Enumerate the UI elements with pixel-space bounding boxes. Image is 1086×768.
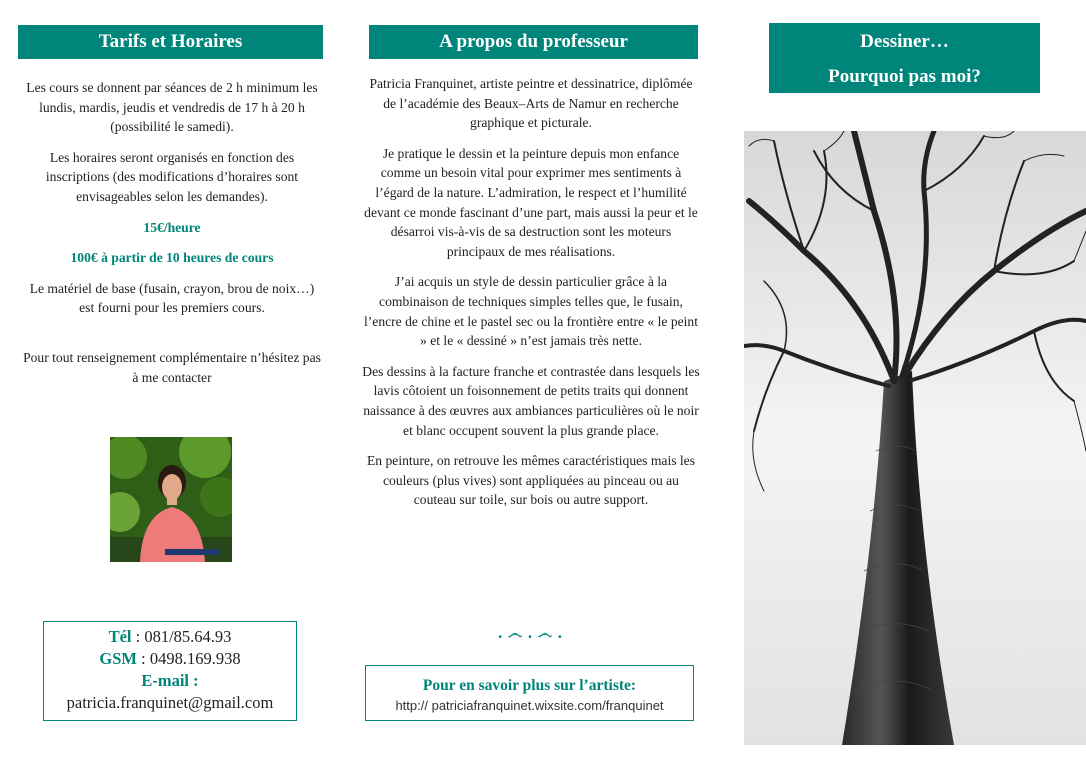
teacher-photo xyxy=(110,437,232,562)
about-paragraph-3: J’ai acquis un style de dessin particulier grâce à la combinaison de techniques simples telles que, le fusain, l’encre de chine et le pastel sec ou la frontière entre « le peint » et le « dessiné » n’est jamais très nette. xyxy=(363,274,699,349)
about-text-block xyxy=(362,74,700,521)
tree-drawing xyxy=(744,131,1086,745)
package-price: 100€ à partir de 10 heures de cours xyxy=(70,250,274,266)
website-title: Pour en savoir plus sur l’artiste: xyxy=(422,677,637,694)
tarifs-header: Tarifs et Horaires xyxy=(18,25,323,59)
cover-title-box xyxy=(769,23,1040,93)
schedule-paragraph: Les cours se donnent par séances de 2 h minimum les lundis, mardis, jeudis et vendredis de 17 h à 20 h (possibilité le samedi). xyxy=(26,80,318,135)
contact-box: Tél : 081/85.64.93 GSM : 0498.169.938 E-mail : patricia.franquinet@gmail.com xyxy=(43,621,297,721)
tel-value[interactable]: 081/85.64.93 xyxy=(144,627,232,646)
about-paragraph-1: Patricia Franquinet, artiste peintre et dessinatrice, diplômée de l’académie des Beaux–Arts de Namur en recherche graphique et picturale. xyxy=(369,76,693,131)
organisation-paragraph: Les horaires seront organisés en fonction des inscriptions (des modifications d’horaires sont envisageables selon les demandes). xyxy=(45,149,299,204)
tel-label: Tél xyxy=(108,627,132,646)
contact-invite-paragraph: Pour tout renseignement complémentaire n’hésitez pas à me contacter xyxy=(23,349,321,385)
cover-title-line-1: Dessiner… xyxy=(860,31,949,52)
website-box xyxy=(365,665,694,721)
ornament-divider: . ෴ . ෴ . xyxy=(497,624,563,642)
about-header: A propos du professeur xyxy=(369,25,698,59)
email-label: E-mail : xyxy=(141,671,199,690)
about-paragraph-5: En peinture, on retrouve les mêmes caractéristiques mais les couleurs (plus vives) sont appliquées au pinceau ou au couteau sur toile, sur bois ou autre support. xyxy=(366,453,696,508)
gsm-label: GSM xyxy=(99,649,137,668)
hourly-price: 15€/heure xyxy=(143,219,201,235)
cover-title-line-2: Pourquoi pas moi? xyxy=(828,66,981,87)
tarifs-text-block xyxy=(22,78,322,398)
gsm-value[interactable]: 0498.169.938 xyxy=(149,649,241,668)
about-paragraph-4: Des dessins à la facture franche et contrastée dans lesquels les lavis côtoient un foisonnement de petits traits qui donnent naissance à des œuvres aux ambiances particulières où le noir et blanc occupent souvent la plus grande place. xyxy=(362,363,700,438)
website-link[interactable]: http:// patriciafranquinet.wixsite.com/franquinet xyxy=(395,698,664,713)
about-paragraph-2: Je pratique le dessin et la peinture depuis mon enfance comme un besoin vital pour exprimer mes sentiments à l’égard de la nature. L’admiration, le respect et l’humilité devant ce monde fascinant d’une part, mais aussi la peur et le désarroi vis-à-vis de sa destruction sont les moteurs principaux de mes réalisations. xyxy=(364,145,698,259)
material-paragraph: Le matériel de base (fusain, crayon, brou de noix…) est fourni pour les premiers cours. xyxy=(29,280,315,316)
email-value[interactable]: patricia.franquinet@gmail.com xyxy=(66,693,274,712)
